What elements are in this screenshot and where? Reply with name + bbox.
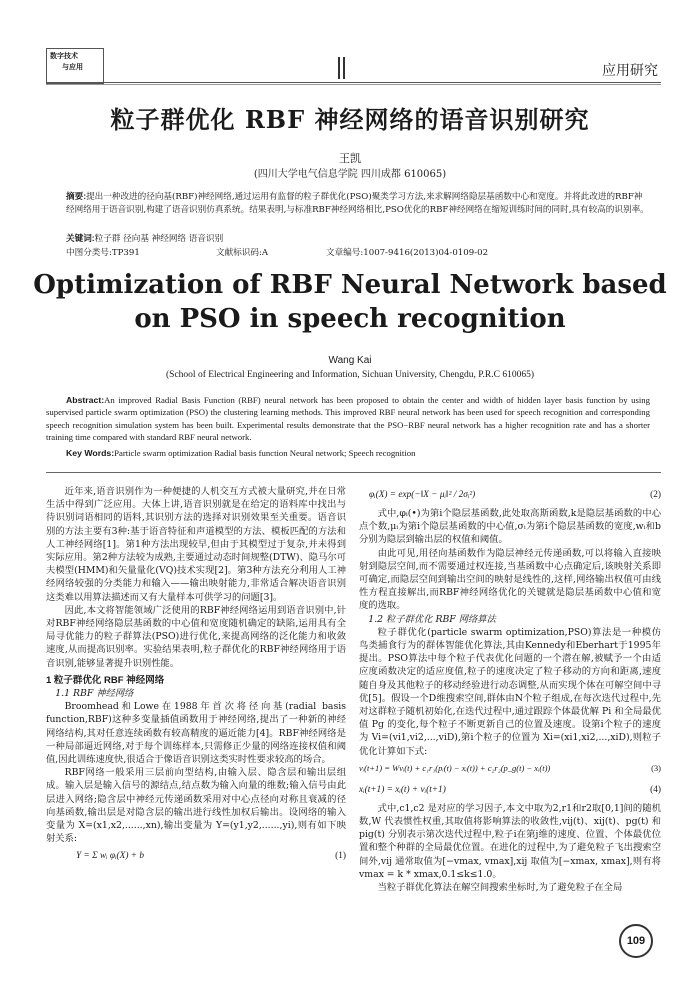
equation-3-number: (3) [651,763,661,774]
paragraph: 由此可见,用径向基函数作为隐层神经元传递函数,可以将输入直接映射到隐层空间,而不需要通过权连接,当基函数中心点确定后,该映射关系即可确定,而隐层空间到输出空间的映射是线性的,这样,网络输出权值可由线性方程直接解出,而RBF神经网络优化的关键就是隐层基函数中心值和宽度的选取。 [359,547,661,612]
affiliation-chinese: (四川大学电气信息学院 四川成都 610065) [253,169,447,180]
page-number-badge: 109 [619,924,653,958]
keywords-en-text: Particle swarm optimization Radial basis function Neural network; Speech recognition [114,448,416,458]
equation-1 [46,845,346,867]
section-rule [46,472,661,473]
equation-1-body: Y = Σ wᵢ φᵢ(X) + b [76,850,144,861]
keywords-zh-label: 关键词: [66,233,95,243]
equation-2-body: φᵢ(X) = exp(−‖X − μᵢ‖² / 2σᵢ²) [369,490,476,501]
paragraph: 因此,本文将智能领域广泛使用的RBF神经网络运用到语音识别中,针对RBF神经网络隐层基函数的中心值和宽度随机确定的缺陷,运用具有全局寻优能力的粒子群算法(PSO)进行优化,来提高网络的泛化能力和收敛速度,从而提高识别率。实验结果表明,粒子群优化的RBF神经网络用于语音识别,能够显著提升识别性能。 [46,604,346,669]
keywords-en-label: Key Words: [66,448,115,458]
header-rule-thin [46,84,661,85]
author-chinese: 王凯 [339,152,361,165]
subsection-heading: 1.2 粒子群优化 RBF 网络算法 [368,613,496,625]
column-name: 应用研究 [602,62,658,78]
header-divider-bars [338,57,348,83]
clc-number: 中图分类号:TP391 [66,248,140,258]
paragraph: 近年来,语音识别作为一种便捷的人机交互方式被大量研究,并在日常生活中得到广泛应用。大体上讲,语音识别就是在给定的语料库中找出与待识别词语相同的语料,其识别方法的选择对识别效果至关重要。语音识别的方法主要有3种:基于语音特征和声道模型的方法、模板匹配的方法和人工神经网络[1]。第1种方法出现较早,但由于其模型过于复杂,并未得到实际应用。第2种方法较为成熟,主要通过动态时间规整(DTW)、隐马尔可夫模型(HMM)和矢量量化(VQ)技术实现[2]。第3种方法充分利用人工神经网络较强的分类能力和输入——输出映射能力,非常适合解决语音识别这类难以用算法描述而又有大量样本可供学习的问题[3]。 [46,486,346,603]
title-en-line1: Optimization of RBF Neural Network based [33,270,667,300]
abstract-zh-text: 提出一种改进的径向基(RBF)神经网络,通过运用有监督的粒子群优化(PSO)聚类学习方法,来求解网络隐层基函数中心和宽度。并将此改进的RBF神经网络用于语音识别,构建了语音识别仿真系统。结果表明,与标准RBF神经网络相比,PSO优化的RBF神经网络在缩短训练时间的同时,具有较高的识别率。 [66,192,649,215]
abstract-zh-label: 摘要: [66,191,87,201]
equation-1-number: (1) [335,850,346,861]
equation-2-number: (2) [650,490,661,501]
title-chinese: 粒子群优化 RBF 神经网络的语音识别研究 [110,105,590,134]
paragraph: 式中,φᵢ(•)为第i个隐层基函数,此处取高斯函数,k是隐层基函数的中心点个数,μᵢ为第i个隐层基函数的中心值,σᵢ为第i个隐层基函数的宽度,wᵢ和b分别为隐层到输出层的权值和阈值。 [359,508,661,546]
affiliation-english: (School of Electrical Engineering and Information, Sichuan University, Chengdu, P.R.C 610065) [166,370,534,380]
equation-3-body: vᵢ(t+1) = Wvᵢ(t) + c₁r₁(pᵢ(t) − xᵢ(t)) + c₂r₂(p_g(t) − xᵢ(t)) [359,763,551,774]
paragraph: 粒子群优化(particle swarm optimization,PSO)算法是一种模仿鸟类捕食行为的群体智能优化算法,其由Kennedy和Eberhart于1995年提出。PSO算法中每个粒子代表优化问题的一个潜在解,被赋予一个由适应度函数决定的适应度值,粒子的速度决定了粒子移动的方向和距离,速度随自身及其他粒子的移动经验进行动态调整,从而实现个体在可解空间中寻优[5]。假设一个D维搜索空间,群体由N个粒子组成,在每次迭代过程中,先对这群粒子随机初始化,在迭代过程中,通过跟踪个体最优解 Pi 和全局最优值 Pg 的变化,每个粒子不断更新自己的位置及速度。设第i个粒子的速度为 Vi=(vi1,vi2,...,viD),第i个粒子的位置为 Xi=(xi1,xi2,...,xiD),则粒子优化计算如下式: [359,626,661,757]
document-code: 文献标识码:A [216,248,269,258]
abstract-en-label: Abstract: [66,395,105,405]
journal-logo: 数字技术 与应用 [46,48,104,84]
title-en-line2: on PSO in speech recognition [134,304,566,334]
left-column [46,485,346,867]
abstract-en-text: An improved Radial Basis Function (RBF) neural network has been proposed to obtain the center and width of hidden layer basis function by using supervised particle swarm optimization (PSO) the clustering learning methods. This improved RBF neural network has been used for speech recognition and corresponding speech recognition simulation system has been built. Experimental results demonstrate that the PSO−RBF neural network has a higher recognition rate and has a shorter training time compared with standard RBF neural network. [46,395,650,443]
paragraph: 当粒子群优化算法在解空间搜索坐标时,为了避免粒子在全局 [377,882,623,894]
abstract-chinese [66,190,650,217]
equation-4 [359,780,661,802]
title-english [0,268,700,336]
author-english: Wang Kai [328,355,372,366]
equation-3 [359,758,661,780]
keywords-chinese [66,232,223,244]
header-rule [46,82,661,83]
equation-2 [359,485,661,507]
section-heading: 1 粒子群优化 RBF 神经网络 [46,674,165,686]
equation-4-number: (4) [650,785,661,796]
paragraph: 式中,c1,c2 是对应的学习因子,本文中取为2,r1和r2取[0,1]间的随机数,W 代表惯性权重,其取值将影响算法的收敛性,vij(t)、xij(t)、pg(t) 和 pig(t) 分别表示第次迭代过程中,粒子i在第j维的速度、位置、个体最优位置和整个种群的全局最优位置。在进化的过程中,为了避免粒子飞出搜索空间外,vij 通常取值为[−vmax, vmax],xij 取值为[−xmax, xmax],则有将 vmax = k * xmax,0.1≤k≤1.0。 [359,802,661,880]
subsection-heading: 1.1 RBF 神经网络 [55,688,134,700]
abstract-english [46,394,650,444]
paragraph: RBF网络一般采用三层前向型结构,由输入层、隐含层和输出层组成。输入层是输入信号的源结点,结点数为输入向量的维数;输入信号由此层进入网络;隐含层中神经元传递函数采用对中心点径向对称且衰减的径向基函数,输出层是对隐含层的输出进行线性加权后输出。设网络的输入变量为 X=(x1,x2,......,xn),输出变量为 Y=(y1,y2,......,yi),则有如下映射关系: [46,767,346,845]
article-number: 文章编号:1007-9416(2013)04-0109-02 [326,248,489,258]
keywords-english [66,448,415,458]
equation-4-body: xᵢ(t+1) = xᵢ(t) + vᵢ(t+1) [359,785,446,796]
right-column [359,485,661,894]
paragraph: Broomhead和Lowe在1988年首次将径向基(radial basis function,RBF)这种多变量插值函数用于神经网络,提出了一种新的神经网络结构,其对任意连续函数有较高精度的逼近能力[4]。RBF神经网络是一种局部逼近网络,对于每个训练样本,只需修正少量的网络连接权值和阈值,因此训练速度快,很适合于像语音识别这类实时性要求较高的场合。 [46,701,346,766]
keywords-zh-text: 粒子群 径向基 神经网络 语音识别 [94,234,224,244]
